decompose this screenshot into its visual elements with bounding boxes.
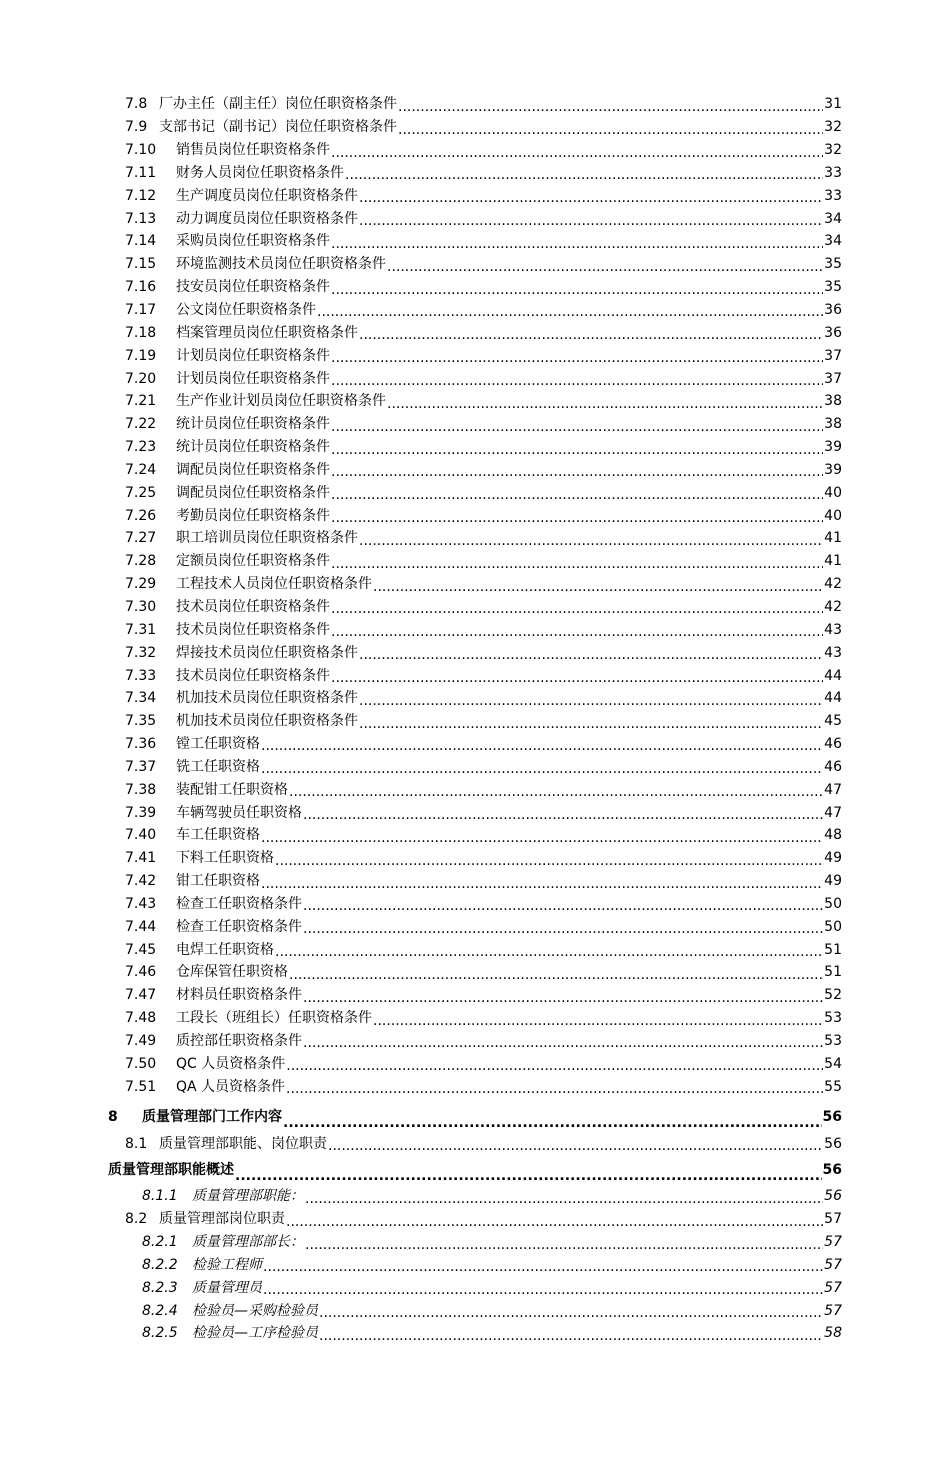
toc-entry-page-number: 54 [824, 1055, 842, 1072]
toc-entry-number: 7.18 [125, 324, 157, 341]
toc-leader-dots [289, 783, 823, 801]
toc-entry-title: 技术员岗位任职资格条件 [176, 667, 330, 684]
toc-leader-dots [286, 1080, 823, 1098]
toc-entry[interactable] [0, 984, 950, 1007]
toc-entry-number: 8.2.4 [142, 1302, 178, 1319]
toc-entry-number: 7.19 [125, 347, 157, 364]
toc-leader-dots [331, 418, 823, 436]
toc-leader-dots [331, 555, 823, 573]
toc-entry[interactable] [0, 299, 950, 322]
toc-entry-number: 7.35 [125, 713, 157, 730]
toc-leader-dots [398, 121, 823, 139]
toc-entry-number: 7.47 [125, 987, 157, 1004]
toc-entry-title: 质量管理部职能： [192, 1188, 304, 1205]
toc-entry[interactable] [0, 1052, 950, 1075]
toc-entry-number: 7.50 [125, 1055, 157, 1072]
toc-leader-dots [286, 1057, 823, 1075]
toc-entry-page-number: 32 [824, 119, 842, 136]
toc-entry-page-number: 56 [824, 1135, 842, 1152]
toc-entry[interactable] [0, 687, 950, 710]
toc-entry[interactable] [0, 162, 950, 185]
toc-entry-title: 计划员岗位任职资格条件 [176, 370, 330, 387]
toc-leader-dots [373, 1012, 823, 1030]
toc-entry-title: 财务人员岗位任职资格条件 [176, 164, 344, 181]
toc-entry-page-number: 35 [824, 256, 842, 273]
toc-entry-page-number: 43 [824, 621, 842, 638]
toc-leader-dots [331, 669, 823, 687]
toc-leader-dots [286, 1213, 823, 1231]
toc-entry-title: 质量管理员 [192, 1279, 262, 1296]
toc-entry[interactable] [0, 207, 950, 230]
toc-entry[interactable] [0, 139, 950, 162]
toc-entry-number: 7.23 [125, 439, 157, 456]
toc-leader-dots [331, 509, 823, 527]
toc-entry-title: 考勤员岗位任职资格条件 [176, 507, 330, 524]
toc-entry-page-number: 57 [824, 1234, 842, 1251]
toc-entry-title: 工程技术人员岗位任职资格条件 [176, 576, 372, 593]
toc-entry-number: 7.49 [125, 1033, 157, 1050]
toc-entry[interactable] [0, 664, 950, 687]
toc-entry-page-number: 56 [822, 1161, 842, 1178]
toc-entry-number: 7.32 [125, 644, 157, 661]
toc-entry-number: 7.43 [125, 895, 157, 912]
toc-entry-title: 公文岗位任职资格条件 [176, 302, 316, 319]
toc-entry[interactable] [0, 824, 950, 847]
toc-entry-title: 铣工任职资格 [176, 758, 260, 775]
toc-entry-title: 定额员岗位任职资格条件 [176, 553, 330, 570]
toc-entry-number: 7.30 [125, 598, 157, 615]
toc-entry-number: 7.42 [125, 873, 157, 890]
toc-leader-dots [359, 715, 823, 733]
toc-entry-page-number: 37 [824, 347, 842, 364]
toc-entry-number: 7.37 [125, 758, 157, 775]
toc-entry[interactable] [0, 870, 950, 893]
toc-entry[interactable] [0, 116, 950, 139]
toc-leader-dots [328, 1137, 823, 1155]
toc-entry[interactable] [0, 344, 950, 367]
toc-entry-title: 镗工任职资格 [176, 736, 260, 753]
toc-entry-number: 7.12 [125, 187, 157, 204]
toc-entry[interactable] [0, 1322, 950, 1345]
toc-entry-number: 7.44 [125, 918, 157, 935]
toc-entry-title: QA 人员资格条件 [176, 1078, 286, 1095]
toc-leader-dots [275, 852, 823, 870]
toc-entry-number: 8.2 [125, 1211, 148, 1228]
toc-entry-title: 统计员岗位任职资格条件 [176, 439, 330, 456]
toc-entry-title: 装配钳工任职资格 [176, 781, 288, 798]
toc-entry-number: 7.31 [125, 621, 157, 638]
toc-entry-page-number: 41 [824, 530, 842, 547]
toc-entry[interactable] [0, 390, 950, 413]
toc-entry[interactable] [0, 1132, 950, 1155]
toc-entry-title: 电焊工任职资格 [176, 941, 274, 958]
toc-entry[interactable] [0, 321, 950, 344]
table-of-contents [0, 93, 950, 1345]
toc-entry-page-number: 49 [824, 850, 842, 867]
toc-entry-title: 质量管理部门工作内容 [142, 1109, 282, 1126]
toc-leader-dots [331, 623, 823, 641]
toc-leader-dots [261, 875, 823, 893]
toc-entry-page-number: 41 [824, 553, 842, 570]
toc-entry-title: 质量管理部职能、岗位职责 [159, 1135, 327, 1152]
toc-leader-dots [398, 98, 823, 116]
toc-entry-title: 计划员岗位任职资格条件 [176, 347, 330, 364]
toc-leader-dots [387, 395, 823, 413]
toc-leader-dots [261, 737, 823, 755]
toc-entry-number: 8.2.2 [142, 1256, 178, 1273]
toc-entry[interactable] [0, 1102, 950, 1132]
toc-entry[interactable] [0, 1185, 950, 1208]
toc-entry-number: 8.2.3 [142, 1279, 178, 1296]
toc-leader-dots [289, 966, 823, 984]
toc-entry[interactable] [0, 1007, 950, 1030]
toc-entry-title: 调配员岗位任职资格条件 [176, 484, 330, 501]
toc-entry-page-number: 33 [824, 164, 842, 181]
toc-entry-number: 7.27 [125, 530, 157, 547]
toc-leader-dots [331, 441, 823, 459]
toc-entry-number: 7.38 [125, 781, 157, 798]
toc-entry-page-number: 48 [824, 827, 842, 844]
toc-entry-number: 7.29 [125, 576, 157, 593]
toc-entry-page-number: 52 [824, 987, 842, 1004]
toc-leader-dots [373, 578, 823, 596]
toc-entry-number: 7.14 [125, 233, 157, 250]
toc-leader-dots [387, 258, 823, 276]
toc-entry-page-number: 51 [824, 941, 842, 958]
toc-entry-title: 工段长（班组长）任职资格条件 [176, 1010, 372, 1027]
toc-entry-page-number: 56 [824, 1188, 842, 1205]
toc-entry-title: 采购员岗位任职资格条件 [176, 233, 330, 250]
toc-leader-dots [263, 1258, 823, 1276]
toc-entry[interactable] [0, 276, 950, 299]
toc-leader-dots [283, 1114, 822, 1132]
toc-leader-dots [331, 235, 823, 253]
toc-entry-page-number: 50 [824, 895, 842, 912]
toc-entry-page-number: 36 [824, 324, 842, 341]
toc-entry-number: 7.20 [125, 370, 157, 387]
toc-entry-page-number: 44 [824, 690, 842, 707]
toc-leader-dots [331, 600, 823, 618]
toc-leader-dots [359, 532, 823, 550]
toc-entry-page-number: 34 [824, 233, 842, 250]
toc-leader-dots [359, 692, 823, 710]
toc-entry-title: 质量管理部岗位职责 [159, 1211, 285, 1228]
toc-entry-page-number: 40 [824, 484, 842, 501]
toc-entry[interactable] [0, 253, 950, 276]
toc-entry[interactable] [0, 459, 950, 482]
toc-entry[interactable] [0, 915, 950, 938]
toc-leader-dots [359, 189, 823, 207]
toc-entry-page-number: 36 [824, 302, 842, 319]
toc-entry[interactable] [0, 801, 950, 824]
toc-entry[interactable] [0, 1075, 950, 1098]
toc-leader-dots [331, 463, 823, 481]
toc-entry-page-number: 32 [824, 142, 842, 159]
toc-entry-number: 7.24 [125, 461, 157, 478]
toc-leader-dots [359, 646, 823, 664]
toc-entry-title: 质控部任职资格条件 [176, 1033, 302, 1050]
toc-leader-dots [345, 166, 823, 184]
toc-entry-title: 机加技术员岗位任职资格条件 [176, 690, 358, 707]
toc-entry-title: 职工培训员岗位任职资格条件 [176, 530, 358, 547]
toc-entry[interactable] [0, 893, 950, 916]
toc-entry-page-number: 57 [824, 1279, 842, 1296]
toc-entry-number: 7.51 [125, 1078, 157, 1095]
toc-entry-page-number: 31 [824, 96, 842, 113]
toc-entry-number: 7.41 [125, 850, 157, 867]
toc-entry-page-number: 53 [824, 1033, 842, 1050]
toc-entry[interactable] [0, 847, 950, 870]
toc-entry-number: 7.9 [125, 119, 148, 136]
toc-entry-page-number: 50 [824, 918, 842, 935]
toc-entry-title: 检查工任职资格条件 [176, 918, 302, 935]
toc-leader-dots [235, 1167, 822, 1185]
toc-entry-number: 7.25 [125, 484, 157, 501]
toc-entry-page-number: 33 [824, 187, 842, 204]
toc-entry[interactable] [0, 596, 950, 619]
toc-entry-title: 技术员岗位任职资格条件 [176, 598, 330, 615]
toc-entry-number: 7.10 [125, 142, 157, 159]
toc-entry[interactable] [0, 504, 950, 527]
toc-entry-page-number: 57 [824, 1302, 842, 1319]
toc-entry[interactable] [0, 710, 950, 733]
toc-entry-title: 档案管理员岗位任职资格条件 [176, 324, 358, 341]
toc-leader-dots [261, 829, 823, 847]
toc-leader-dots [303, 1034, 823, 1052]
toc-entry-page-number: 34 [824, 210, 842, 227]
toc-entry-title: 检查工任职资格条件 [176, 895, 302, 912]
toc-entry[interactable] [0, 755, 950, 778]
toc-entry[interactable] [0, 1276, 950, 1299]
toc-entry[interactable] [0, 938, 950, 961]
toc-entry-number: 7.15 [125, 256, 157, 273]
toc-leader-dots [303, 989, 823, 1007]
toc-leader-dots [317, 303, 823, 321]
toc-entry-title: 动力调度员岗位任职资格条件 [176, 210, 358, 227]
toc-entry-title: 仓库保管任职资格 [176, 964, 288, 981]
toc-entry[interactable] [0, 1030, 950, 1053]
toc-entry-page-number: 42 [824, 576, 842, 593]
toc-entry-page-number: 46 [824, 758, 842, 775]
toc-entry-page-number: 38 [824, 393, 842, 410]
toc-entry-title: 技术员岗位任职资格条件 [176, 621, 330, 638]
toc-entry-number: 8.1.1 [142, 1188, 178, 1205]
toc-entry[interactable] [0, 1155, 950, 1185]
toc-entry-title: 检验员—工序检验员 [192, 1325, 318, 1342]
toc-entry-number: 7.17 [125, 302, 157, 319]
toc-leader-dots [331, 144, 823, 162]
toc-entry-page-number: 38 [824, 416, 842, 433]
toc-leader-dots [359, 212, 823, 230]
toc-leader-dots [303, 920, 823, 938]
toc-entry-number: 7.40 [125, 827, 157, 844]
toc-entry-page-number: 55 [824, 1078, 842, 1095]
toc-entry-number: 8.2.5 [142, 1325, 178, 1342]
toc-entry-page-number: 37 [824, 370, 842, 387]
toc-entry-title: 机加技术员岗位任职资格条件 [176, 713, 358, 730]
toc-entry[interactable] [0, 367, 950, 390]
toc-entry-title: 销售员岗位任职资格条件 [176, 142, 330, 159]
toc-leader-dots [359, 326, 823, 344]
toc-entry-page-number: 49 [824, 873, 842, 890]
toc-entry-title: 质量管理部部长： [192, 1234, 304, 1251]
toc-entry-number: 7.8 [125, 96, 148, 113]
toc-entry-number: 7.28 [125, 553, 157, 570]
toc-entry[interactable] [0, 778, 950, 801]
toc-entry-title: 生产调度员岗位任职资格条件 [176, 187, 358, 204]
toc-entry-number: 7.34 [125, 690, 157, 707]
toc-entry-title: 检验员—采购检验员 [192, 1302, 318, 1319]
toc-leader-dots [319, 1327, 823, 1345]
toc-entry[interactable] [0, 230, 950, 253]
toc-entry-number: 7.36 [125, 736, 157, 753]
toc-entry-title: 车辆驾驶员任职资格 [176, 804, 302, 821]
toc-entry-number: 7.21 [125, 393, 157, 410]
toc-entry-number: 7.33 [125, 667, 157, 684]
toc-entry-number: 7.13 [125, 210, 157, 227]
toc-entry-title: QC 人员资格条件 [176, 1055, 286, 1072]
toc-entry-title: 钳工任职资格 [176, 873, 260, 890]
toc-entry[interactable] [0, 641, 950, 664]
toc-leader-dots [303, 897, 823, 915]
toc-entry-number: 8.2.1 [142, 1234, 178, 1251]
toc-entry-title: 材料员任职资格条件 [176, 987, 302, 1004]
toc-entry-title: 统计员岗位任职资格条件 [176, 416, 330, 433]
toc-entry-title: 环境监测技术员岗位任职资格条件 [176, 256, 386, 273]
toc-entry[interactable] [0, 573, 950, 596]
toc-entry[interactable] [0, 436, 950, 459]
toc-leader-dots [261, 760, 823, 778]
toc-entry-page-number: 40 [824, 507, 842, 524]
toc-leader-dots [305, 1190, 823, 1208]
toc-entry-page-number: 39 [824, 461, 842, 478]
toc-entry-page-number: 53 [824, 1010, 842, 1027]
toc-leader-dots [331, 372, 823, 390]
toc-entry[interactable] [0, 550, 950, 573]
toc-entry-page-number: 35 [824, 279, 842, 296]
toc-entry-page-number: 42 [824, 598, 842, 615]
toc-entry-page-number: 57 [824, 1211, 842, 1228]
toc-entry[interactable] [0, 733, 950, 756]
toc-entry-title: 厂办主任（副主任）岗位任职资格条件 [159, 96, 397, 113]
toc-leader-dots [331, 349, 823, 367]
toc-entry[interactable] [0, 413, 950, 436]
toc-entry-number: 7.16 [125, 279, 157, 296]
toc-entry-number: 7.45 [125, 941, 157, 958]
toc-entry-page-number: 44 [824, 667, 842, 684]
toc-entry-page-number: 56 [822, 1109, 842, 1126]
toc-entry-number: 7.22 [125, 416, 157, 433]
toc-entry-title: 车工任职资格 [176, 827, 260, 844]
toc-entry-number: 8 [108, 1109, 118, 1126]
toc-entry-page-number: 45 [824, 713, 842, 730]
toc-entry[interactable] [0, 184, 950, 207]
toc-entry-page-number: 57 [824, 1256, 842, 1273]
toc-entry-page-number: 46 [824, 736, 842, 753]
toc-entry-title: 技安员岗位任职资格条件 [176, 279, 330, 296]
toc-entry[interactable] [0, 481, 950, 504]
toc-entry-title: 检验工程师 [192, 1256, 262, 1273]
toc-leader-dots [331, 486, 823, 504]
toc-leader-dots [305, 1236, 823, 1254]
toc-entry-number: 7.11 [125, 164, 157, 181]
toc-entry[interactable] [0, 1208, 950, 1231]
toc-entry[interactable] [0, 1299, 950, 1322]
toc-entry-number: 8.1 [125, 1135, 148, 1152]
toc-leader-dots [319, 1304, 823, 1322]
toc-leader-dots [275, 943, 823, 961]
toc-entry-number: 7.26 [125, 507, 157, 524]
toc-entry-number: 7.48 [125, 1010, 157, 1027]
toc-leader-dots [263, 1281, 823, 1299]
toc-entry[interactable] [0, 1254, 950, 1277]
toc-entry[interactable] [0, 618, 950, 641]
toc-entry-page-number: 47 [824, 781, 842, 798]
toc-entry[interactable] [0, 93, 950, 116]
toc-entry-page-number: 39 [824, 439, 842, 456]
toc-entry-page-number: 58 [824, 1325, 842, 1342]
toc-entry-title: 下料工任职资格 [176, 850, 274, 867]
toc-entry-title: 支部书记（副书记）岗位任职资格条件 [159, 119, 397, 136]
toc-entry-title: 质量管理部职能概述 [108, 1161, 234, 1178]
toc-entry-page-number: 47 [824, 804, 842, 821]
toc-entry-page-number: 51 [824, 964, 842, 981]
toc-entry[interactable] [0, 1231, 950, 1254]
toc-entry-number: 7.39 [125, 804, 157, 821]
toc-leader-dots [331, 281, 823, 299]
toc-entry-page-number: 43 [824, 644, 842, 661]
toc-entry[interactable] [0, 961, 950, 984]
toc-entry-title: 生产作业计划员岗位任职资格条件 [176, 393, 386, 410]
toc-entry-title: 调配员岗位任职资格条件 [176, 461, 330, 478]
toc-entry[interactable] [0, 527, 950, 550]
toc-leader-dots [303, 806, 823, 824]
toc-entry-title: 焊接技术员岗位任职资格条件 [176, 644, 358, 661]
toc-entry-number: 7.46 [125, 964, 157, 981]
